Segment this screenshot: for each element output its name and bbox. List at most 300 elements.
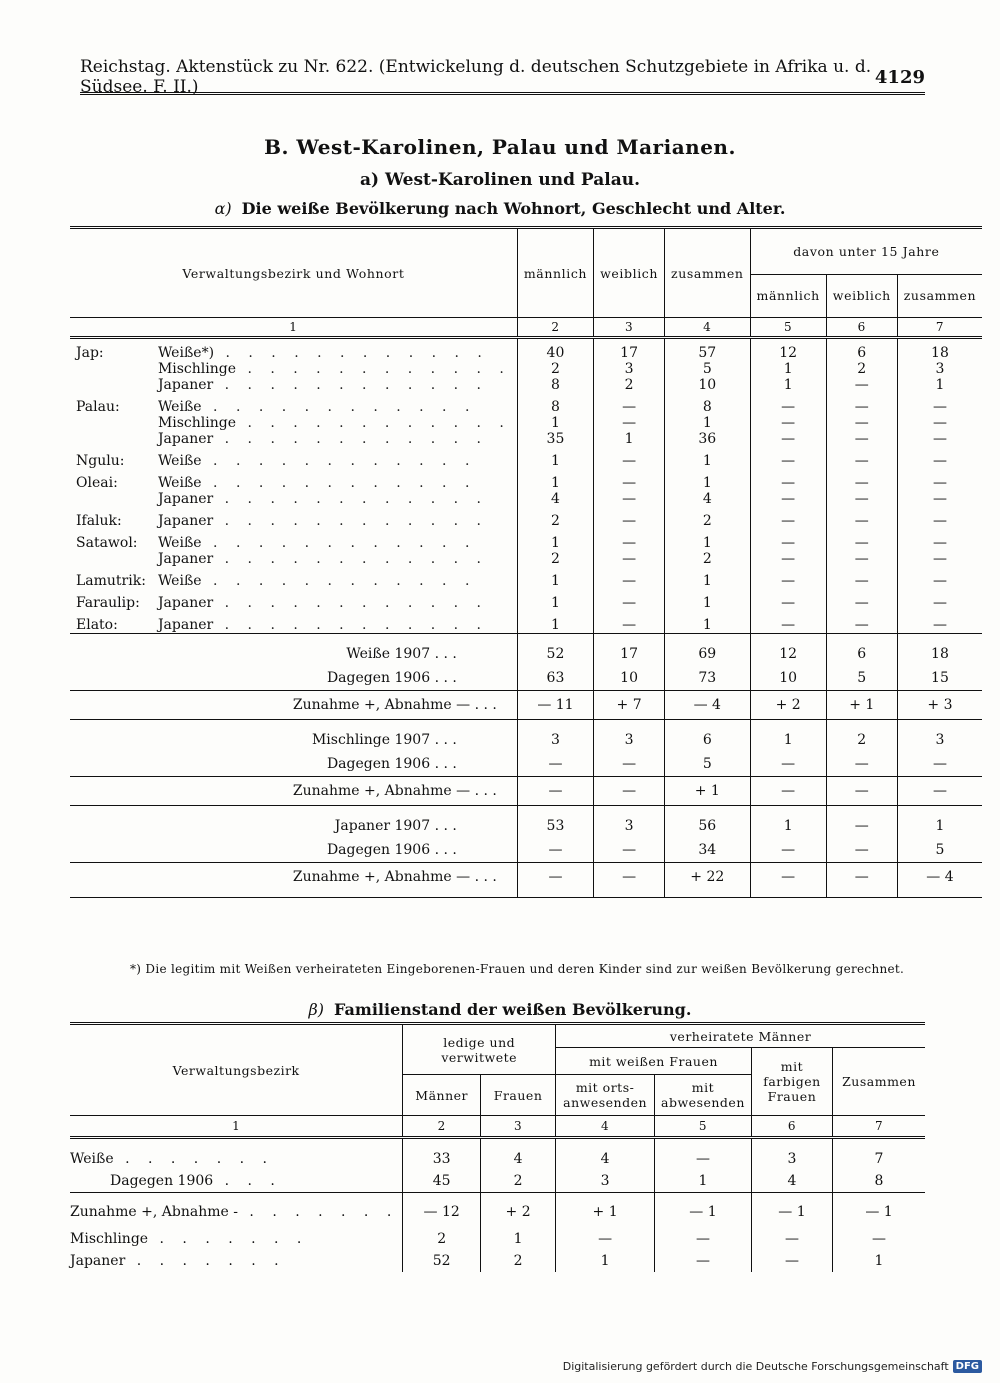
district-name: Faraulip: <box>76 595 140 611</box>
district-name <box>70 551 152 567</box>
leader-dots: . . . <box>213 1173 282 1189</box>
category-name: Mischlinge <box>157 361 237 377</box>
col-num: 3 <box>594 318 665 338</box>
value-cell: 1 <box>517 567 593 589</box>
table-row <box>70 393 982 415</box>
value-cell: 52 <box>517 634 593 667</box>
value-cell: — <box>897 589 982 611</box>
value-cell: 17 <box>594 338 665 362</box>
value-cell: — <box>750 589 826 611</box>
col-head-women: Frauen <box>481 1075 556 1116</box>
leader-dots: . . . <box>470 697 497 713</box>
leader-dots: . . . . . . . . . . . . <box>213 377 489 393</box>
row-label-text: Mischlinge <box>70 1231 149 1247</box>
category-cell <box>152 491 517 507</box>
value-cell: 17 <box>594 634 665 667</box>
summary-label <box>70 666 517 691</box>
leader-dots: . . . . . . . . . . . . <box>214 345 489 361</box>
category-cell <box>152 611 517 634</box>
value-cell: 6 <box>826 338 897 362</box>
district-name: Elato: <box>76 617 118 633</box>
col-head-men: Männer <box>403 1075 481 1116</box>
col-num: 2 <box>403 1116 481 1138</box>
change-row <box>70 777 982 806</box>
value-cell: 2 <box>481 1170 556 1193</box>
digitization-note <box>563 1360 982 1373</box>
spacer-cell <box>897 891 982 898</box>
leader-dots: . . . <box>430 670 457 686</box>
spacer-cell <box>70 891 517 898</box>
value-cell: 8 <box>517 377 593 393</box>
value-cell: — <box>517 863 593 892</box>
value-cell: 45 <box>403 1170 481 1193</box>
value-cell: — <box>750 393 826 415</box>
leader-dots: . . . . . . . . . . . . <box>213 491 489 507</box>
category-cell <box>152 589 517 611</box>
col-head-present: mit orts-anwesenden <box>556 1075 655 1116</box>
summary-row <box>70 634 982 667</box>
change-row <box>70 691 982 720</box>
leader-dots: . . . . . . . <box>148 1231 309 1247</box>
value-cell: 2 <box>826 720 897 753</box>
col-num: 5 <box>750 318 826 338</box>
header-title: Reichstag. Aktenstück zu Nr. 622. (Entwickelung d. deutschen Schutzgebiete in Afrika u. d. Südsee. F. II.) <box>80 57 872 97</box>
summary-row <box>70 752 982 777</box>
value-cell: — <box>897 447 982 469</box>
value-cell: 7 <box>833 1138 925 1171</box>
value-cell: — <box>897 431 982 447</box>
value-cell: 4 <box>481 1138 556 1171</box>
leader-dots: . . . <box>470 783 497 799</box>
category-name: Weiße <box>157 573 202 589</box>
value-cell: — <box>826 752 897 777</box>
category-name: Japaner <box>157 377 214 393</box>
summary-label <box>70 752 517 777</box>
district-name: Oleai: <box>76 475 118 491</box>
col-head-total: zusammen <box>665 228 750 318</box>
leader-dots: . . . . . . . . . . . . <box>213 513 489 529</box>
value-cell: 2 <box>517 507 593 529</box>
value-cell: — <box>826 611 897 634</box>
summary-row <box>70 720 982 753</box>
table-row <box>70 415 982 431</box>
table-row <box>70 447 982 469</box>
value-cell: — <box>826 431 897 447</box>
value-cell: — <box>750 777 826 806</box>
value-cell: 1 <box>594 431 665 447</box>
value-cell: 1 <box>750 806 826 839</box>
category-cell <box>152 551 517 567</box>
value-cell: — <box>897 567 982 589</box>
value-cell: 8 <box>833 1170 925 1193</box>
leader-dots: . . . <box>430 842 457 858</box>
value-cell: — <box>826 377 897 393</box>
value-cell: — <box>750 567 826 589</box>
value-cell: 18 <box>897 338 982 362</box>
value-cell: 3 <box>897 720 982 753</box>
table-row <box>70 529 982 551</box>
value-cell: 1 <box>665 589 750 611</box>
marital-status-table <box>70 1022 925 1272</box>
value-cell: — <box>556 1228 655 1250</box>
summary-label-text: Zunahme +, Abnahme — <box>292 697 471 713</box>
leader-dots: . . . . . . . <box>113 1151 274 1167</box>
col-num: 6 <box>751 1116 832 1138</box>
col-num: 1 <box>70 318 517 338</box>
value-cell: 10 <box>665 377 750 393</box>
value-cell: — <box>826 491 897 507</box>
dfg-logo: DFG <box>953 1360 982 1373</box>
district-name <box>70 361 152 377</box>
value-cell: — <box>750 529 826 551</box>
col-head-under15-total: zusammen <box>897 274 982 317</box>
value-cell: — <box>826 838 897 863</box>
value-cell: 1 <box>481 1228 556 1250</box>
table-alpha-title: Die weiße Bevölkerung nach Wohnort, Geschlecht und Alter. <box>241 199 786 218</box>
category-cell <box>152 567 517 589</box>
col-num: 6 <box>826 318 897 338</box>
col-head-absent: mit abwesenden <box>655 1075 752 1116</box>
value-cell: 2 <box>517 551 593 567</box>
value-cell: — <box>517 838 593 863</box>
value-cell: — <box>750 447 826 469</box>
summary-label-text: Dagegen 1906 <box>326 842 431 858</box>
value-cell: — <box>750 469 826 491</box>
value-cell: 1 <box>517 589 593 611</box>
value-cell: 3 <box>594 361 665 377</box>
value-cell: — <box>594 507 665 529</box>
value-cell: — <box>517 777 593 806</box>
col-num: 5 <box>655 1116 752 1138</box>
value-cell: 33 <box>403 1138 481 1171</box>
table-row <box>70 361 982 377</box>
table-row <box>70 611 982 634</box>
col-num: 2 <box>517 318 593 338</box>
col-head-female: weiblich <box>594 228 665 318</box>
col-num: 7 <box>833 1116 925 1138</box>
spacer-cell <box>826 891 897 898</box>
value-cell: 36 <box>665 431 750 447</box>
summary-label <box>70 806 517 839</box>
value-cell: — <box>594 838 665 863</box>
col-head-total: Zusammen <box>833 1048 925 1116</box>
leader-dots: . . . . . . . . . . . . <box>213 551 489 567</box>
value-cell: — <box>897 752 982 777</box>
value-cell: — <box>750 752 826 777</box>
value-cell: — <box>826 529 897 551</box>
summary-label <box>70 777 517 806</box>
digitization-text: Digitalisierung gefördert durch die Deutsche Forschungsgemeinschaft <box>562 1360 949 1373</box>
value-cell: — <box>750 863 826 892</box>
value-cell: 1 <box>897 377 982 393</box>
district-name: Satawol: <box>76 535 138 551</box>
row-label-text: Zunahme +, Abnahme - <box>70 1204 238 1220</box>
row-label <box>70 1170 403 1193</box>
value-cell: — <box>826 469 897 491</box>
value-cell: 1 <box>665 529 750 551</box>
value-cell: 5 <box>826 666 897 691</box>
value-cell: 2 <box>665 551 750 567</box>
value-cell: — 1 <box>655 1193 752 1229</box>
value-cell: 2 <box>594 377 665 393</box>
value-cell: 1 <box>665 447 750 469</box>
value-cell: 1 <box>517 415 593 431</box>
category-cell <box>152 447 517 469</box>
category-cell <box>152 393 517 415</box>
summary-label-text: Weiße 1907 <box>346 646 431 662</box>
category-cell <box>152 377 517 393</box>
page-number: 4129 <box>874 66 925 88</box>
district-name: Ifaluk: <box>76 513 122 529</box>
value-cell: 5 <box>897 838 982 863</box>
value-cell: 3 <box>556 1170 655 1193</box>
category-cell <box>152 431 517 447</box>
leader-dots: . . . . . . . . . . . . <box>201 399 477 415</box>
value-cell: 1 <box>517 447 593 469</box>
value-cell: 1 <box>517 611 593 634</box>
footnote: *) Die legitim mit Weißen verheirateten Eingeborenen-Frauen und deren Kinder sind zur weißen Bevölkerung gerechnet. <box>130 962 905 976</box>
value-cell: + 3 <box>897 691 982 720</box>
value-cell: + 7 <box>594 691 665 720</box>
value-cell: — <box>594 447 665 469</box>
value-cell: — 4 <box>897 863 982 892</box>
category-name: Japaner <box>157 617 214 633</box>
value-cell: — <box>826 415 897 431</box>
value-cell: 1 <box>665 415 750 431</box>
category-name: Weiße <box>157 475 202 491</box>
value-cell: — <box>833 1228 925 1250</box>
table-row <box>70 589 982 611</box>
col-head-under15-female: weiblich <box>826 274 897 317</box>
value-cell: — <box>897 491 982 507</box>
table-row <box>70 507 982 529</box>
value-cell: — <box>826 863 897 892</box>
table-row <box>70 431 982 447</box>
value-cell: + 22 <box>665 863 750 892</box>
value-cell: + 1 <box>556 1193 655 1229</box>
value-cell: — <box>517 752 593 777</box>
leader-dots: . . . . . . . <box>237 1204 399 1220</box>
district-name <box>70 377 152 393</box>
summary-row <box>70 838 982 863</box>
value-cell: 2 <box>403 1228 481 1250</box>
population-table <box>70 226 982 898</box>
table-row <box>70 1228 925 1250</box>
district-name: Lamutrik: <box>76 573 146 589</box>
value-cell: 8 <box>517 393 593 415</box>
value-cell: 56 <box>665 806 750 839</box>
value-cell: 34 <box>665 838 750 863</box>
value-cell: 1 <box>655 1170 752 1193</box>
value-cell: 8 <box>665 393 750 415</box>
col-head-colored-wives: mit farbigen Frauen <box>751 1048 832 1116</box>
table-row <box>70 1170 925 1193</box>
category-cell <box>152 338 517 362</box>
leader-dots: . . . . . . . . . . . . <box>213 431 489 447</box>
value-cell: — <box>750 491 826 507</box>
row-label-text: Weiße <box>70 1151 114 1167</box>
table-row <box>70 338 982 362</box>
category-cell <box>152 507 517 529</box>
col-head-under15-male: männlich <box>750 274 826 317</box>
section-heading: B. West-Karolinen, Palau und Marianen. <box>264 135 736 159</box>
table-row <box>70 1250 925 1272</box>
value-cell: — <box>751 1228 832 1250</box>
summary-label <box>70 863 517 892</box>
value-cell: — <box>826 551 897 567</box>
value-cell: — <box>750 551 826 567</box>
district-name <box>70 431 152 447</box>
value-cell: — <box>594 589 665 611</box>
value-cell: 6 <box>826 634 897 667</box>
value-cell: + 1 <box>665 777 750 806</box>
leader-dots: . . . . . . . . . . . . <box>236 415 511 431</box>
leader-dots: . . . . . . . . . . . . <box>213 617 489 633</box>
value-cell: — <box>594 551 665 567</box>
leader-dots: . . . . . . . . . . . . <box>213 595 489 611</box>
col-head-male: männlich <box>517 228 593 318</box>
summary-label <box>70 720 517 753</box>
value-cell: — <box>826 806 897 839</box>
value-cell: 35 <box>517 431 593 447</box>
value-cell: 4 <box>751 1170 832 1193</box>
value-cell: 73 <box>665 666 750 691</box>
table-row <box>70 1138 925 1171</box>
change-row <box>70 863 982 892</box>
value-cell: — <box>594 611 665 634</box>
district-name: Palau: <box>76 399 120 415</box>
category-name: Japaner <box>157 595 214 611</box>
value-cell: 40 <box>517 338 593 362</box>
table-row <box>70 377 982 393</box>
value-cell: — <box>594 777 665 806</box>
value-cell: 1 <box>665 469 750 491</box>
value-cell: 2 <box>665 507 750 529</box>
row-label-text: Japaner <box>70 1253 126 1269</box>
summary-row <box>70 806 982 839</box>
value-cell: 12 <box>750 338 826 362</box>
district-name <box>70 491 152 507</box>
leader-dots: . . . . . . . . . . . . <box>201 475 477 491</box>
value-cell: — <box>897 469 982 491</box>
leader-dots: . . . <box>430 818 457 834</box>
category-cell <box>152 469 517 491</box>
value-cell: 1 <box>665 611 750 634</box>
value-cell: 4 <box>556 1138 655 1171</box>
value-cell: + 2 <box>750 691 826 720</box>
summary-label-text: Dagegen 1906 <box>326 670 431 686</box>
category-cell <box>152 529 517 551</box>
value-cell: 57 <box>665 338 750 362</box>
value-cell: — <box>594 469 665 491</box>
value-cell: — 11 <box>517 691 593 720</box>
category-name: Weiße <box>157 453 202 469</box>
value-cell: — 1 <box>833 1193 925 1229</box>
col-head-married: verheiratete Männer <box>556 1024 925 1048</box>
running-header <box>80 57 925 97</box>
value-cell: 3 <box>594 720 665 753</box>
col-num: 3 <box>481 1116 556 1138</box>
category-name: Japaner <box>157 551 214 567</box>
col-num: 7 <box>897 318 982 338</box>
category-name: Weiße <box>157 399 202 415</box>
value-cell: 1 <box>750 377 826 393</box>
value-cell: — <box>594 567 665 589</box>
value-cell: 5 <box>665 361 750 377</box>
table-beta-label: β) <box>308 1000 325 1019</box>
value-cell: — 1 <box>751 1193 832 1229</box>
value-cell: 63 <box>517 666 593 691</box>
row-label-text: Dagegen 1906 <box>110 1173 214 1189</box>
value-cell: — <box>750 507 826 529</box>
value-cell: 18 <box>897 634 982 667</box>
value-cell: — <box>750 838 826 863</box>
leader-dots: . . . . . . . . . . . . <box>201 573 477 589</box>
table-row <box>70 1193 925 1229</box>
summary-label-text: Zunahme +, Abnahme — <box>292 783 471 799</box>
value-cell: — <box>897 551 982 567</box>
value-cell: 1 <box>750 720 826 753</box>
row-label <box>70 1250 403 1272</box>
value-cell: — <box>826 567 897 589</box>
district-name: Jap: <box>76 345 104 361</box>
spacer-cell <box>665 891 750 898</box>
value-cell: 4 <box>517 491 593 507</box>
value-cell: 6 <box>665 720 750 753</box>
spacer-cell <box>517 891 593 898</box>
value-cell: — <box>826 507 897 529</box>
value-cell: — <box>897 507 982 529</box>
value-cell: — <box>826 589 897 611</box>
value-cell: 2 <box>826 361 897 377</box>
leader-dots: . . . . . . . . . . . . <box>201 535 477 551</box>
summary-label-text: Zunahme +, Abnahme — <box>292 869 471 885</box>
table-row <box>70 491 982 507</box>
col-head-under15: davon unter 15 Jahre <box>750 228 982 275</box>
value-cell: 3 <box>897 361 982 377</box>
value-cell: — 12 <box>403 1193 481 1229</box>
category-cell <box>152 361 517 377</box>
value-cell: — <box>897 529 982 551</box>
value-cell: — <box>751 1250 832 1272</box>
table-alpha-label: α) <box>214 199 232 218</box>
value-cell: 2 <box>481 1250 556 1272</box>
value-cell: 10 <box>750 666 826 691</box>
row-label <box>70 1138 403 1171</box>
value-cell: 2 <box>517 361 593 377</box>
summary-row <box>70 666 982 691</box>
leader-dots: . . . . . . . <box>125 1253 286 1269</box>
value-cell: 10 <box>594 666 665 691</box>
marital-status-table-body <box>70 1138 925 1273</box>
value-cell: + 2 <box>481 1193 556 1229</box>
value-cell: — 4 <box>665 691 750 720</box>
summary-label <box>70 691 517 720</box>
summary-label-text: Japaner 1907 <box>334 818 431 834</box>
category-name: Weiße*) <box>157 345 215 361</box>
value-cell: 1 <box>897 806 982 839</box>
category-cell <box>152 415 517 431</box>
leader-dots: . . . . . . . . . . . . <box>236 361 511 377</box>
leader-dots: . . . <box>470 869 497 885</box>
category-name: Mischlinge <box>157 415 237 431</box>
category-name: Weiße <box>157 535 202 551</box>
population-table-body <box>70 338 982 898</box>
col-head-single: ledige und verwitwete <box>403 1024 556 1075</box>
summary-label-text: Mischlinge 1907 <box>311 732 431 748</box>
table-row <box>70 551 982 567</box>
summary-label-text: Dagegen 1906 <box>326 756 431 772</box>
